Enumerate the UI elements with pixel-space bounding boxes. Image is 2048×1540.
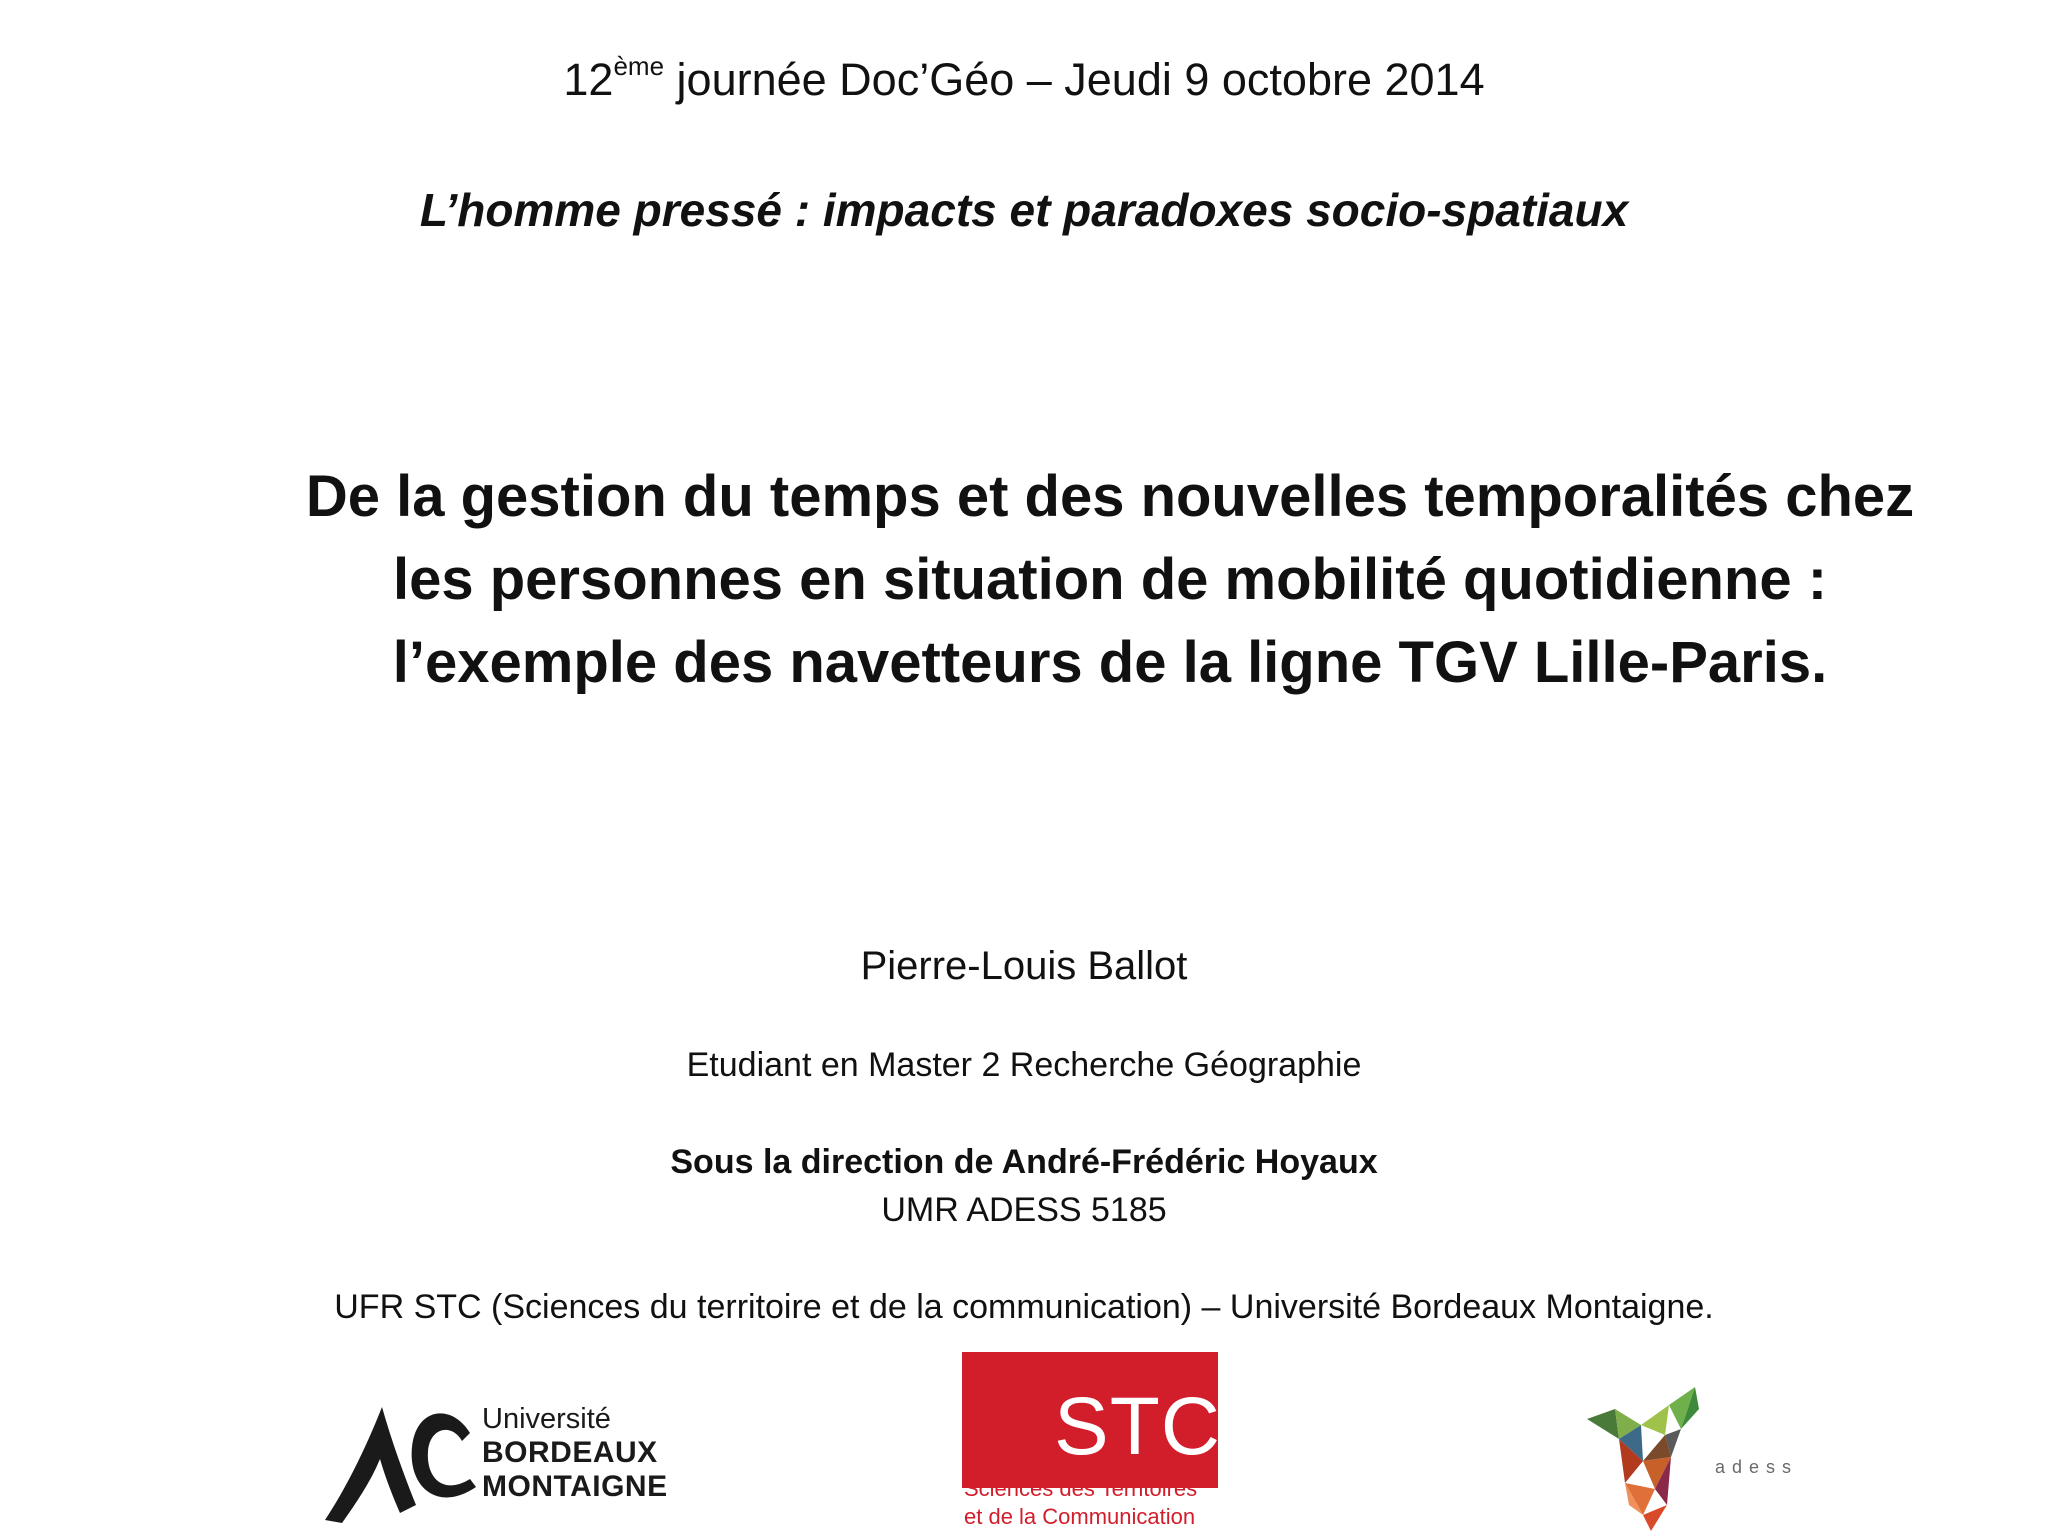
event-date: journée Doc’Géo – Jeudi 9 octobre 2014 bbox=[664, 54, 1485, 105]
research-unit: UMR ADESS 5185 bbox=[881, 1191, 1167, 1229]
stc-logo bbox=[962, 1352, 1232, 1532]
stc-subtitle-1: Sciences des Territoires bbox=[964, 1476, 1198, 1501]
adess-polygon-icon bbox=[1585, 1365, 1715, 1535]
stc-word: STC bbox=[1054, 1381, 1221, 1472]
title-line-1: De la gestion du temps et des nouvelles temporalités chez bbox=[305, 464, 1915, 529]
supervisor: Sous la direction de André-Frédéric Hoyaux bbox=[670, 1143, 1378, 1181]
author-status: Etudiant en Master 2 Recherche Géographie bbox=[686, 1046, 1362, 1084]
title-line-3: l’exemple des navetteurs de la ligne TGV Lille-Paris. bbox=[392, 630, 1828, 695]
event-heading bbox=[0, 51, 2048, 106]
adess-logo bbox=[1585, 1365, 1805, 1535]
ubm-line-2: BORDEAUX bbox=[482, 1436, 658, 1469]
institution: UFR STC (Sciences du territoire et de la communication) – Université Bordeaux Montaigne. bbox=[334, 1288, 1714, 1326]
adess-word: adess bbox=[1715, 1457, 1799, 1477]
stc-subtitle-2: et de la Communication bbox=[964, 1504, 1196, 1529]
ubm-line-1: Université bbox=[482, 1403, 611, 1435]
presentation-title bbox=[255, 455, 1965, 704]
author-name: Pierre-Louis Ballot bbox=[860, 944, 1188, 988]
ubm-logo bbox=[320, 1395, 680, 1525]
ubm-mark-icon bbox=[320, 1395, 480, 1525]
conference-theme: L’homme pressé : impacts et paradoxes socio-spatiaux bbox=[419, 184, 1629, 236]
event-number: 12 bbox=[563, 54, 614, 105]
ubm-line-3: MONTAIGNE bbox=[482, 1470, 668, 1503]
event-superscript: ème bbox=[613, 51, 665, 81]
title-line-2: les personnes en situation de mobilité quotidienne : bbox=[392, 547, 1828, 612]
